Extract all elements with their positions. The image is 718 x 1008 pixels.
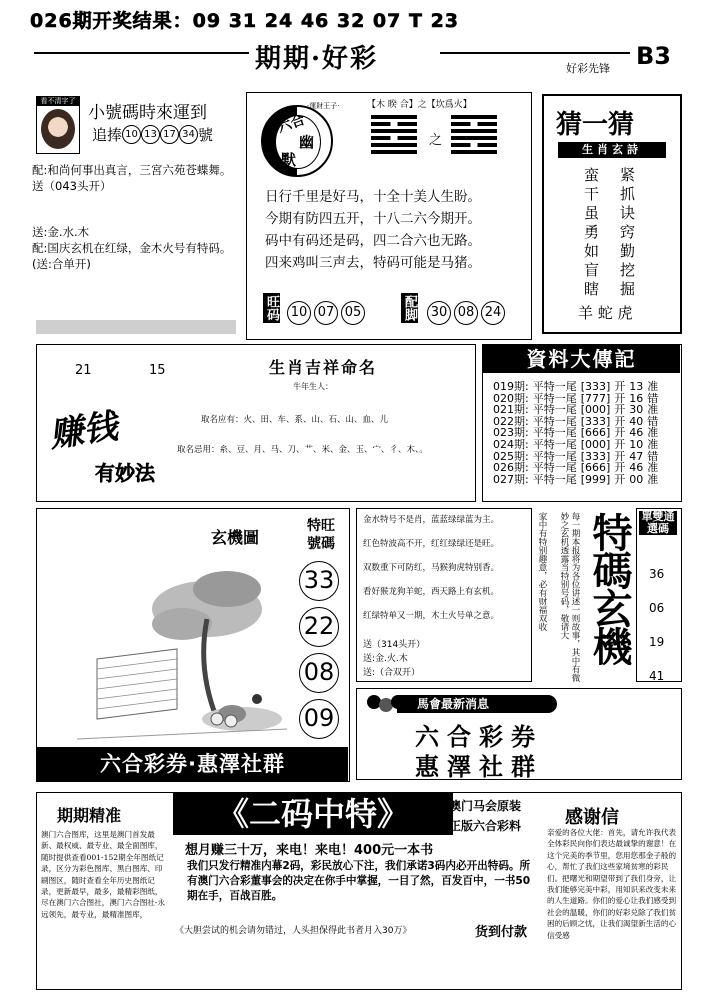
record-open: 开 <box>614 461 626 475</box>
special-number: 33 <box>299 561 339 601</box>
mini-number: 19 <box>649 635 665 649</box>
record-period: 027期: <box>493 472 529 486</box>
wang-numbers <box>287 301 365 325</box>
slogan: 好彩先锋 <box>566 62 610 75</box>
logo-text-you: 幽 <box>299 133 315 151</box>
hexagram-right <box>451 115 497 154</box>
record-num: 16 <box>629 391 644 405</box>
chase-row <box>92 124 213 145</box>
riddle-line: 看好猴龙狗羊蛇，西天路上有玄机。 <box>363 587 500 597</box>
record-type: 平特一尾 <box>532 437 577 451</box>
record-code: [666] <box>580 461 611 475</box>
promo-method: 有妙法 <box>95 461 155 485</box>
painting <box>57 549 295 749</box>
logo-top-text: ·運財王子· <box>307 102 340 110</box>
record-open: 开 <box>614 380 626 393</box>
thanks-title: 感谢信 <box>565 807 619 828</box>
record-row <box>493 381 658 393</box>
record-res: 错 <box>647 414 659 428</box>
record-type: 平特一尾 <box>532 449 577 463</box>
record-row <box>493 462 658 474</box>
special-number: 08 <box>299 653 339 693</box>
footer-pay: 货到付款 <box>475 925 528 940</box>
xuanji-banner: 六合彩券·惠澤社群 <box>37 747 348 781</box>
thanks-text: 亲爱的各位大佬：首先，请允许我代表全体彩民向你们表达最诚挚的谢意！在这个完美的季节里，您用您那金子般的心，帮忙了我们这些家境贫寒的彩民们。把曙光和期望带到了我们身旁，让我们能够完美中彩，用知识来改变未来的人生道路。你们的爱心让我们感受到社会的温暖，你们的好彩兑除了我们贫困的后顾之忧，让我们渴望新生活的心信受感 <box>547 828 677 940</box>
special-number: 09 <box>299 699 339 739</box>
tip-line: 配:国庆玄机在红绿，金木火号有特码。 <box>32 241 232 255</box>
tip-line: 配:和尚何事出真言，三宮六苑苍蝶舞。 <box>32 163 232 177</box>
chase-number: 34 <box>179 125 198 144</box>
naming-yes: 取名应有：火、田、车、系、山、石、山、血、儿 <box>201 415 389 425</box>
record-code: [333] <box>580 380 611 393</box>
right-tag: 澳门马会原装 <box>449 799 522 813</box>
wang-number: 07 <box>314 301 338 325</box>
special-number: 22 <box>299 607 339 647</box>
guess-subtitle: 生肖玄詩 <box>558 142 666 158</box>
record-num: 46 <box>629 426 644 440</box>
naming-no: 取名忌用：糸、豆、月、马、刀、艹、米、金、玉、宀、彳、木、。 <box>177 445 428 455</box>
mini-number: 41 <box>649 669 665 683</box>
pei-numbers <box>427 301 505 325</box>
poem-line: 四来鸡叫三声去，特码可能是马猪。 <box>265 255 481 271</box>
record-num: 30 <box>629 403 644 417</box>
record-period: 021期: <box>493 403 529 417</box>
riddle-panel <box>356 508 532 682</box>
record-num: 40 <box>629 414 644 428</box>
record-code: [777] <box>580 391 611 405</box>
avatar-frame <box>36 96 80 154</box>
chase-number: 13 <box>141 125 160 144</box>
naming-subtitle: 牛年生人： <box>293 382 333 391</box>
record-open: 开 <box>614 391 626 405</box>
record-num: 46 <box>629 461 644 475</box>
single-double-panel <box>636 508 682 682</box>
record-type: 平特一尾 <box>532 380 577 393</box>
guess-col-2: 紧 抓 诀 窍 勤 挖 掘 <box>620 166 636 298</box>
wang-label: 旺码 <box>264 295 279 321</box>
left-title: 期期精准 <box>57 806 122 825</box>
naming-panel <box>36 344 476 502</box>
record-code: [666] <box>580 426 611 440</box>
bottom-panel <box>36 792 682 990</box>
footer-note: 《大胆尝试的机会请勿错过，人头担保得此书者月入30万》 <box>175 926 412 936</box>
avatar <box>41 109 75 149</box>
big-title: 特碼玄機 <box>586 512 632 664</box>
chase-number: 10 <box>122 125 141 144</box>
record-res: 准 <box>647 472 659 486</box>
record-period: 024期: <box>493 437 529 451</box>
side-text: 每一期本报将为各位讲述一则故事，其中有微妙之玄机透露当特别号码，敬请大 <box>559 512 580 682</box>
guess-panel <box>542 94 682 334</box>
wang-number: 10 <box>287 301 311 325</box>
record-num: 47 <box>629 449 644 463</box>
lucky-headline: 小號碼時來運到 <box>88 103 207 123</box>
record-code: [333] <box>580 449 611 463</box>
record-period: 026期: <box>493 461 529 475</box>
record-type: 平特一尾 <box>532 461 577 475</box>
record-type: 平特一尾 <box>532 414 577 428</box>
record-num: 10 <box>629 437 644 451</box>
side-text: 家中有特别趣意，必有财福双收 <box>537 512 547 631</box>
riddle-send: 送:金.火.木 <box>363 654 408 664</box>
chase-number: 17 <box>160 125 179 144</box>
record-type: 平特一尾 <box>532 403 577 417</box>
avatar-caption: 看不清字了 <box>37 97 79 106</box>
result-line: 026期开奖结果：09 31 24 46 32 07 T 23 <box>30 10 460 32</box>
pei-label: 配脚 <box>402 295 417 321</box>
number-b: 15 <box>149 363 166 378</box>
tip-line: 送（043头开） <box>32 179 112 193</box>
record-period: 020期: <box>493 391 529 405</box>
record-open: 开 <box>614 426 626 440</box>
record-type: 平特一尾 <box>532 391 577 405</box>
guess-col-1: 蛮 干 虽 勇 如 盲 瞎 <box>584 166 600 298</box>
page-code: B3 <box>636 42 671 70</box>
tip-line: (送:合单开) <box>32 257 91 271</box>
record-type: 平特一尾 <box>532 472 577 486</box>
record-open: 开 <box>614 403 626 417</box>
record-code: [000] <box>580 403 611 417</box>
record-code: [000] <box>580 437 611 451</box>
grey-bar <box>36 320 236 334</box>
guess-answer: 羊 蛇 虎 <box>578 304 633 322</box>
record-open: 开 <box>614 437 626 451</box>
record-open: 开 <box>614 472 626 486</box>
center-body: 我们只发行精准内幕2码，彩民放心下注，我们承诺3码内必开出特码。所有澳门六合彩董事会的决定在你手中掌握，一目了然，百发百中，一书50期在手，百战百胜。 <box>187 860 531 902</box>
record-res: 错 <box>647 449 659 463</box>
riddle-send: 送（314头开） <box>363 640 426 650</box>
xuanji-label: 玄機圖 <box>211 528 260 547</box>
wang-number: 05 <box>341 301 365 325</box>
ink-painting <box>57 549 295 749</box>
record-type: 平特一尾 <box>532 426 577 440</box>
humor-panel <box>246 92 532 340</box>
header-rule-right <box>440 52 630 54</box>
center-title: 《二码中特》 <box>173 793 453 835</box>
records-title: 資料大傳記 <box>483 345 680 373</box>
logo-text-mo: 默 <box>281 151 297 169</box>
record-res: 准 <box>647 426 659 440</box>
record-open: 开 <box>614 449 626 463</box>
record-res: 准 <box>647 403 659 417</box>
news-tag: 馬會最新消息 <box>397 695 557 713</box>
pei-number: 24 <box>481 301 505 325</box>
left-text: 澳门六合图库，这里是澳门首发最新、最权威、最专业、最全面图库，随时提供查看001-152期全年图纸记录，区分为彩色图库、黑白图库、印刷图区，随时查看全年历史图纸记录，更新最早，最多，最精彩图纸，尽在澳门六合图社，澳门六合图社-永远领先，最专业，最精准图库， <box>41 830 166 919</box>
center-slogan: 想月赚三十万，来电！来电！400元一本书 <box>185 843 434 858</box>
naming-title: 生肖吉祥命名 <box>269 358 378 377</box>
record-open: 开 <box>614 414 626 428</box>
news-panel <box>356 688 682 780</box>
riddle-send: 送:（合双开） <box>363 668 421 678</box>
zhi-text: 之 <box>429 133 443 148</box>
promo-money: 赚钱 <box>47 406 120 456</box>
record-period: 019期: <box>493 380 529 393</box>
news-line: 六合彩券 <box>415 723 543 751</box>
pei-number: 30 <box>427 301 451 325</box>
poem-line: 码中有码还是码，四二合六也无路。 <box>265 233 481 249</box>
riddle-line: 红色特波高不开，红红绿绿还是旺。 <box>363 539 500 549</box>
record-row <box>493 439 658 451</box>
page-title: 期期·好彩 <box>255 44 379 74</box>
logo-text-liuhe: 六合 <box>275 111 308 137</box>
riddle-line: 双数重下可防红，马猴狗虎特别香。 <box>363 563 500 573</box>
record-code: [999] <box>580 472 611 486</box>
record-res: 错 <box>647 391 659 405</box>
record-row <box>493 474 658 486</box>
riddle-line: 金水特号不是肖，蓝蓝绿绿蓝为主。 <box>363 515 500 525</box>
record-res: 准 <box>647 461 659 475</box>
mini-number: 06 <box>649 601 665 615</box>
record-period: 023期: <box>493 426 529 440</box>
bracket-text: 【木 睽 合】之【坎爲火】 <box>367 100 472 110</box>
mini-title: 單雙通選碼 <box>639 511 677 535</box>
tip-line: 送:金.水.木 <box>32 225 90 239</box>
guess-title: 猜一猜 <box>556 110 635 140</box>
header-rule-left <box>34 52 249 54</box>
records-panel <box>482 344 682 502</box>
number-a: 21 <box>75 363 92 378</box>
special-label: 特旺號碼 <box>307 518 335 552</box>
record-period: 025期: <box>493 449 529 463</box>
special-numbers <box>299 561 343 739</box>
record-res: 准 <box>647 437 659 451</box>
records-table <box>493 381 658 485</box>
record-res: 准 <box>647 380 659 393</box>
chase-suffix: 號 <box>198 126 214 144</box>
mini-number: 36 <box>649 567 665 581</box>
riddle-line: 红绿特单又一期，木土火号单之意。 <box>363 611 500 621</box>
record-num: 13 <box>629 380 644 393</box>
chase-prefix: 追捧 <box>92 126 123 144</box>
poem-line: 日行千里是好马，十全十美人生盼。 <box>265 189 481 205</box>
poem-line: 今期有防四五开，十八二六今期开。 <box>265 211 481 227</box>
record-code: [333] <box>580 414 611 428</box>
hexagram-left <box>371 115 417 154</box>
right-tag: 正版六合彩料 <box>449 819 522 833</box>
record-period: 022期: <box>493 414 529 428</box>
record-num: 00 <box>629 472 644 486</box>
news-line: 惠澤社群 <box>415 753 543 781</box>
pei-number: 08 <box>454 301 478 325</box>
xuanji-panel <box>36 508 350 782</box>
